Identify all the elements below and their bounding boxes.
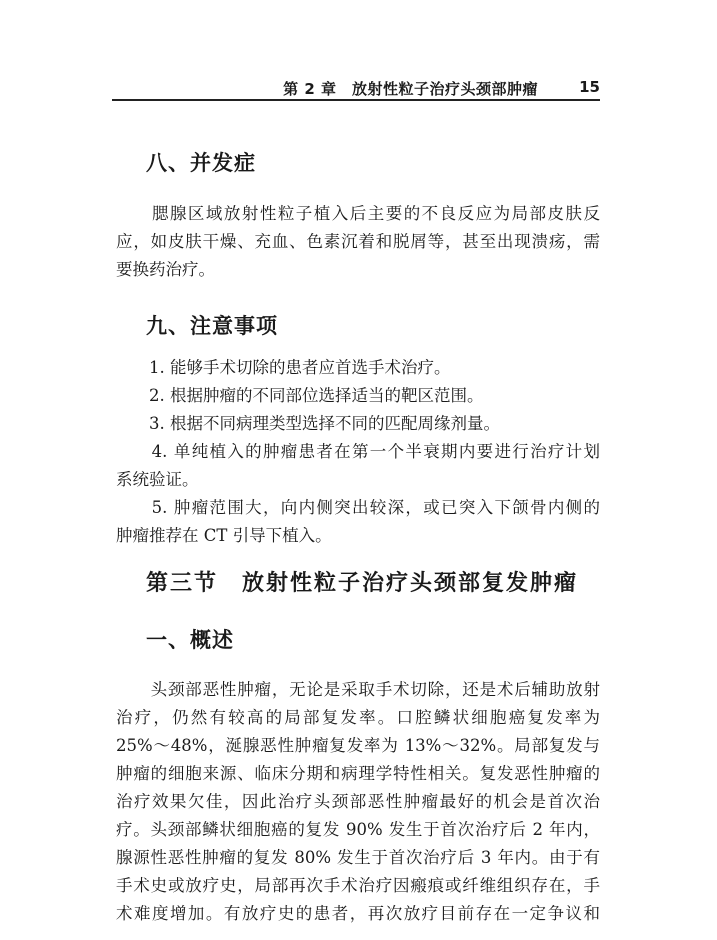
paragraph-line: 治疗，仍然有较高的局部复发率。口腔鳞状细胞癌复发率为 — [116, 708, 600, 727]
page-number: 15 — [579, 78, 600, 96]
paragraph-line: 疗。头颈部鳞状细胞癌的复发 90% 发生于首次治疗后 2 年内， — [116, 820, 600, 839]
chapter-section-title: 第三节 放射性粒子治疗头颈部复发肿瘤 — [146, 571, 579, 596]
paragraph-line: 25%～48%，涎腺恶性肿瘤复发率为 13%～32%。局部复发与 — [116, 736, 600, 755]
paragraph-line: 腮腺区域放射性粒子植入后主要的不良反应为局部皮肤反 — [116, 204, 600, 223]
paragraph-line: 应，如皮肤干燥、充血、色素沉着和脱屑等，甚至出现溃疡，需 — [116, 232, 600, 251]
paragraph-line: 肿瘤的细胞来源、临床分期和病理学特性相关。复发恶性肿瘤的 — [116, 764, 600, 783]
paragraph-line: 治疗效果欠佳，因此治疗头颈部恶性肿瘤最好的机会是首次治 — [116, 792, 600, 811]
list-item: 5. 肿瘤范围大，向内侧突出较深，或已突入下颌骨内侧的 — [116, 498, 600, 517]
section-heading-precautions: 九、注意事项 — [146, 314, 278, 338]
list-item: 1. 能够手术切除的患者应首选手术治疗。 — [116, 358, 451, 377]
paragraph-line: 手术史或放疗史，局部再次手术治疗因瘢痕或纤维组织存在，手 — [116, 876, 600, 895]
paragraph-line: 术难度增加。有放疗史的患者，再次放疗目前存在一定争议和 — [116, 904, 600, 923]
list-item: 4. 单纯植入的肿瘤患者在第一个半衰期内要进行治疗计划 — [116, 442, 600, 461]
list-item-continuation: 肿瘤推荐在 CT 引导下植入。 — [116, 526, 332, 545]
header-rule — [112, 99, 600, 101]
paragraph-line: 腺源性恶性肿瘤的复发 80% 发生于首次治疗后 3 年内。由于有 — [116, 848, 600, 867]
chapter-title: 第 2 章 放射性粒子治疗头颈部肿瘤 — [283, 80, 538, 98]
section-heading-complications: 八、并发症 — [146, 151, 256, 175]
paragraph-line: 要换药治疗。 — [116, 260, 215, 279]
paragraph-line: 头颈部恶性肿瘤，无论是采取手术切除，还是术后辅助放射 — [116, 680, 600, 699]
running-header — [112, 78, 600, 100]
list-item: 2. 根据肿瘤的不同部位选择适当的靶区范围。 — [116, 386, 484, 405]
list-item-continuation: 系统验证。 — [116, 470, 199, 489]
list-item: 3. 根据不同病理类型选择不同的匹配周缘剂量。 — [116, 414, 500, 433]
section-heading-overview: 一、概述 — [146, 628, 234, 652]
